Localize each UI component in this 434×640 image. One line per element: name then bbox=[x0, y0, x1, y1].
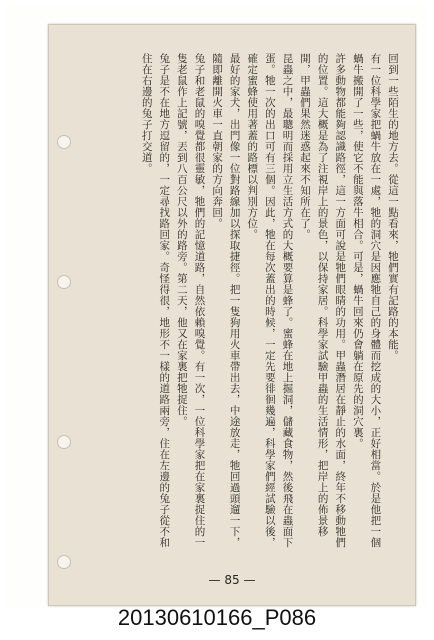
binding-hole bbox=[57, 275, 71, 289]
paragraph: 回到一些陌生的地方去。從這一點看來，牠們實有記路的本能。 bbox=[387, 53, 399, 361]
binding-hole bbox=[57, 135, 71, 149]
paragraph: 許多動物都能夠認識路徑，這一方面可說是牠們眼睛的功用。甲蟲潛居在靜止的水面，終年不移動牠們的位置。這大概是為了注視岸上的景色，以保持家居。科學家試驗甲蟲的生活情形，把岸上的佈景移開，甲蟲們果然迷惑起來不知所在了。 bbox=[299, 53, 347, 548]
paragraph: 有一位科學家把蝸牛放在一處，牠的洞穴是因應牠自己的身體而挖成的大小，正好相當。於是他把一個蝸牛搬開了一些，使它不能與落牛相合。可是，蝸牛回來仍會躺在原先的洞穴裏。 bbox=[351, 53, 382, 548]
vertical-body-text bbox=[71, 53, 401, 553]
binding-hole bbox=[57, 435, 71, 449]
paragraph: 兔子是不在地方逗留的，一定尋找路回家。奇怪得很，地形不一樣的道路兩旁，住在左邊的兔子從不和住在右邊的兔子打交道。 bbox=[140, 53, 171, 548]
binding-holes bbox=[57, 25, 71, 605]
scanned-page-background bbox=[6, 6, 426, 608]
paragraph: 最好的家犬，出門像一位對路線加以探取捷徑。把一隻狗用火車帶出去，中途放走，牠回過頭遛一下，隨即離開火車一直朝家的方向奔回。 bbox=[211, 53, 241, 548]
book-page bbox=[48, 24, 416, 606]
page-number: — 85 — bbox=[208, 573, 256, 587]
paragraph: 兔子和老鼠的嗅覺都很靈敏，牠們的記憶道路，自然依賴嗅覺。有一次，一位科學家把在家裏捉住的一隻老鼠作上記號，丟到八百公尺以外的路旁。第二天，他又在家裏把牠捉住。 bbox=[175, 53, 206, 548]
binding-hole bbox=[57, 555, 71, 569]
image-id-caption: 20130610166_P086 bbox=[117, 605, 317, 630]
paragraph: 昆蟲之中，最聰明而採用立生活方式的大概要算是蜂了。蜜蜂在地上掘洞，儲藏食物，然後飛在蟲面下蛋。牠一次的出口可有三個。因此，牠在每次蓋出的時候，一定先要徘徊幾遍，科學家們經試驗以後，確定蜜蜂使用著蓋的路標以判別方位。 bbox=[246, 53, 294, 548]
